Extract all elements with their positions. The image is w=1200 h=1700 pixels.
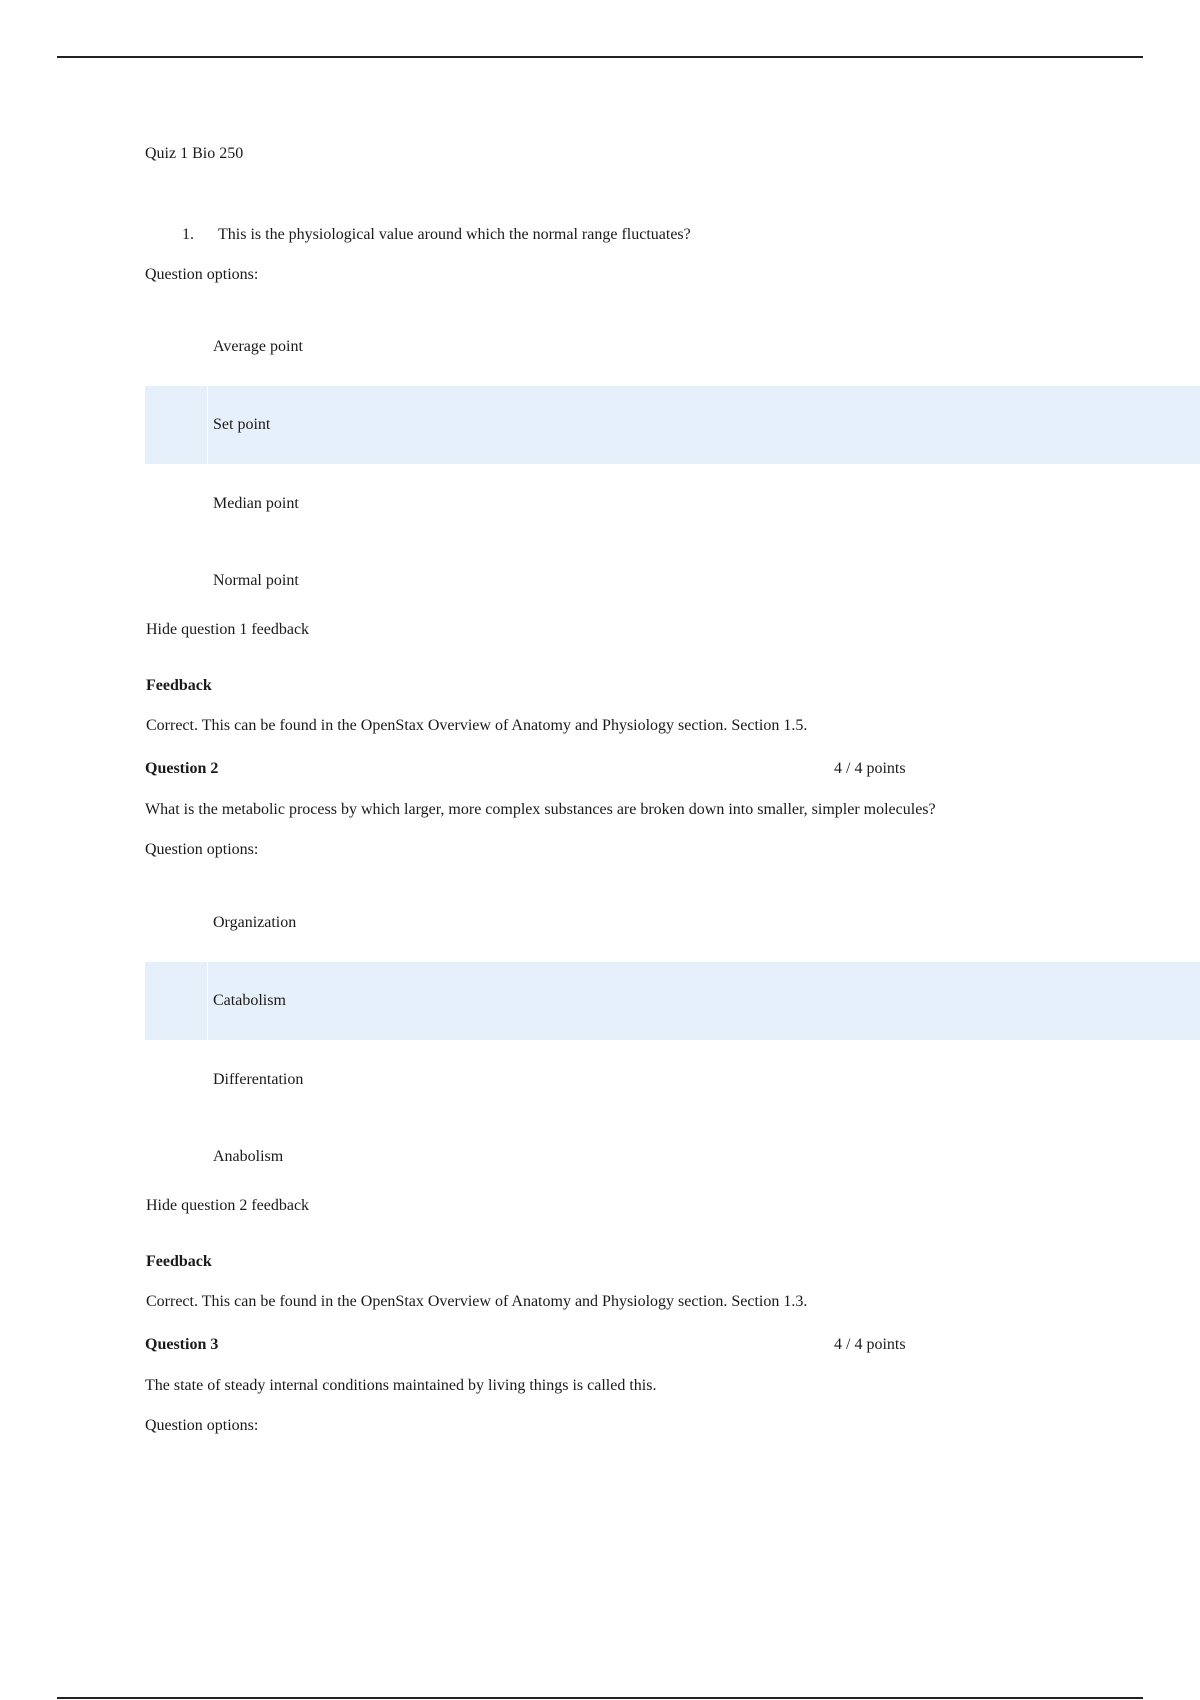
option-gutter: [145, 962, 208, 1040]
option-label: Organization: [213, 914, 297, 931]
question-2-points: 4 / 4 points: [834, 760, 906, 777]
question-2-option-catabolism[interactable]: [145, 962, 1200, 1040]
option-gutter: [145, 884, 208, 962]
option-label: Average point: [213, 338, 303, 355]
question-3-heading: Question 3: [145, 1336, 219, 1353]
option-label: Differentation: [213, 1071, 304, 1088]
question-3-points: 4 / 4 points: [834, 1336, 906, 1353]
question-1-option-median-point[interactable]: [145, 465, 1200, 543]
question-2-text: What is the metabolic process by which larger, more complex substances are broken down into smaller, simpler molecules?: [145, 801, 936, 818]
question-1-number: 1.: [182, 226, 194, 243]
question-1-option-normal-point[interactable]: [145, 542, 1200, 620]
question-3-text: The state of steady internal conditions maintained by living things is called this.: [145, 1377, 657, 1394]
question-2-options-label: Question options:: [145, 841, 259, 858]
question-1-feedback-heading: Feedback: [146, 677, 212, 694]
hide-question-2-feedback-link[interactable]: Hide question 2 feedback: [146, 1197, 310, 1214]
option-gutter: [145, 542, 208, 620]
option-gutter: [145, 1041, 208, 1119]
option-label: Median point: [213, 495, 299, 512]
option-label: Set point: [213, 416, 271, 433]
question-1-option-average-point[interactable]: [145, 308, 1200, 386]
question-2-option-anabolism[interactable]: [145, 1118, 1200, 1196]
question-1-feedback-text: Correct. This can be found in the OpenStax Overview of Anatomy and Physiology section. Section 1.5.: [146, 717, 808, 734]
option-gutter: [145, 386, 208, 464]
question-2-feedback-heading: Feedback: [146, 1253, 212, 1270]
question-1-option-set-point[interactable]: [145, 386, 1200, 464]
question-2-heading: Question 2: [145, 760, 219, 777]
option-label: Normal point: [213, 572, 299, 589]
question-2-feedback-text: Correct. This can be found in the OpenStax Overview of Anatomy and Physiology section. Section 1.3.: [146, 1293, 808, 1310]
option-gutter: [145, 308, 208, 386]
question-1-text: This is the physiological value around which the normal range fluctuates?: [218, 226, 691, 243]
question-2-option-organization[interactable]: [145, 884, 1200, 962]
option-gutter: [145, 1118, 208, 1196]
page-bottom-rule: [57, 1697, 1143, 1699]
question-2-option-differentation[interactable]: [145, 1041, 1200, 1119]
hide-question-1-feedback-link[interactable]: Hide question 1 feedback: [146, 621, 310, 638]
option-gutter: [145, 465, 208, 543]
document-title: Quiz 1 Bio 250: [145, 145, 244, 162]
option-label: Anabolism: [213, 1148, 284, 1165]
option-label: Catabolism: [213, 992, 286, 1009]
page-top-rule: [57, 56, 1143, 58]
question-1-options-label: Question options:: [145, 266, 259, 283]
question-3-options-label: Question options:: [145, 1417, 259, 1434]
